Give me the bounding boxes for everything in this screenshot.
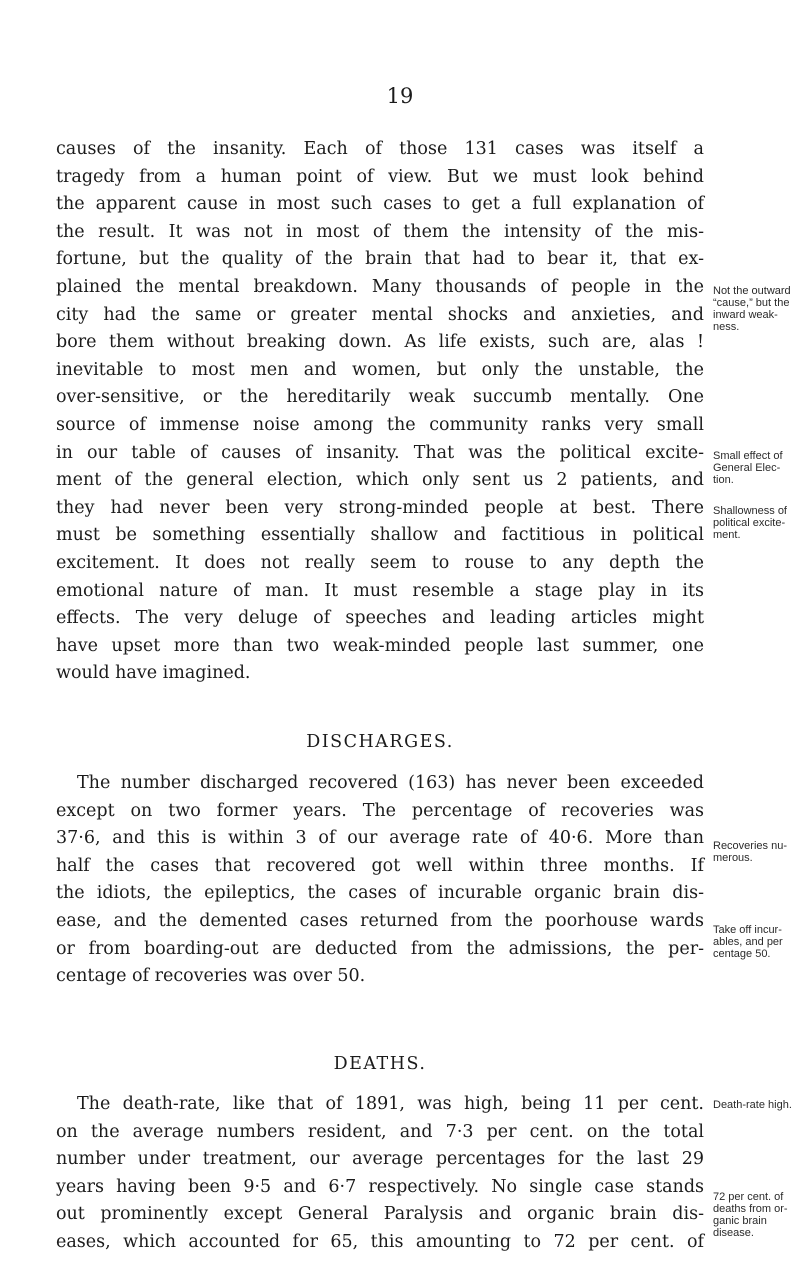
text-line: the apparent cause in most such cases to get a full explanation of xyxy=(56,194,704,215)
text-line: The death-rate, like that of 1891, was high, being 11 per cent. xyxy=(77,1094,704,1114)
text-line: centage of recoveries was over 50. xyxy=(56,966,366,987)
note-line: political excite- xyxy=(713,517,786,529)
note-line: General Elec- xyxy=(713,462,781,474)
note-line: inward weak- xyxy=(713,309,778,321)
text-line: have upset more than two weak-minded people last summer, one xyxy=(56,635,704,656)
text-line: or from boarding-out are deducted from the admissions, the per- xyxy=(56,938,704,959)
margin-note-organic xyxy=(713,1191,800,1239)
page-number: 19 xyxy=(386,84,414,108)
note-line: Take off incur- xyxy=(713,924,782,936)
note-line: Recoveries nu- xyxy=(713,840,787,852)
note-line: deaths from or- xyxy=(713,1203,788,1215)
text-line: causes of the insanity. Each of those 131 cases was itself a xyxy=(56,139,704,159)
text-line: plained the mental breakdown. Many thousands of people in the xyxy=(56,276,704,297)
text-line: bore them without breaking down. As life exists, such are, alas ! xyxy=(56,332,704,353)
margin-note-recoveries xyxy=(713,840,800,864)
note-line: Shallowness of xyxy=(713,505,787,517)
margin-note-take-off xyxy=(713,924,800,960)
text-line: the result. It was not in most of them the intensity of the mis- xyxy=(56,221,704,242)
margin-note-general-election xyxy=(713,450,800,486)
text-line: they had never been very strong-minded people at best. There xyxy=(56,497,704,518)
margin-note-outward-cause xyxy=(713,285,800,333)
text-line: city had the same or greater mental shocks and anxieties, and xyxy=(56,304,704,325)
text-line: fortune, but the quality of the brain that had to bear it, that ex- xyxy=(56,249,704,270)
note-line: merous. xyxy=(713,852,753,864)
text-line: 37·6, and this is within 3 of our average rate of 40·6. More than xyxy=(56,828,704,849)
text-line: years having been 9·5 and 6·7 respectively. No single case stands xyxy=(56,1176,704,1197)
text-line: effects. The very deluge of speeches and leading articles might xyxy=(56,608,704,629)
text-line: must be something essentially shallow and factitious in political xyxy=(56,525,704,546)
text-line: source of immense noise among the community ranks very small xyxy=(56,414,704,435)
text-line: The number discharged recovered (163) has never been exceeded xyxy=(77,773,704,793)
paragraph-discharges xyxy=(56,770,704,991)
text-line: eases, which accounted for 65, this amounting to 72 per cent. of xyxy=(56,1231,704,1252)
note-line: 72 per cent. of xyxy=(713,1191,784,1203)
text-line: ease, and the demented cases returned from the poorhouse wards xyxy=(56,910,704,931)
text-line: number under treatment, our average percentages for the last 29 xyxy=(56,1149,704,1170)
text-line: on the average numbers resident, and 7·3 per cent. on the total xyxy=(56,1121,704,1142)
paragraph-deaths xyxy=(56,1091,704,1257)
note-line: Death-rate high. xyxy=(713,1099,792,1111)
note-line: disease. xyxy=(713,1227,754,1239)
text-line: over-sensitive, or the hereditarily weak succumb mentally. One xyxy=(56,387,704,408)
text-line: out prominently except General Paralysis and organic brain dis- xyxy=(56,1204,704,1225)
note-line: ment. xyxy=(713,529,741,541)
note-line: Not the outward xyxy=(713,285,791,297)
margin-note-death-rate xyxy=(713,1099,800,1111)
margin-note-shallowness xyxy=(713,505,800,541)
paragraph-causes xyxy=(56,136,704,688)
text-line: except on two former years. The percentage of recoveries was xyxy=(56,800,704,821)
text-line: the idiots, the epileptics, the cases of incurable organic brain dis- xyxy=(56,883,704,904)
heading-discharges: DISCHARGES. xyxy=(306,732,454,752)
text-line: would have imagined. xyxy=(56,663,251,684)
heading-deaths: DEATHS. xyxy=(333,1054,427,1074)
text-line: ment of the general election, which only sent us 2 patients, and xyxy=(56,470,704,491)
note-line: tion. xyxy=(713,474,734,486)
text-line: excitement. It does not really seem to rouse to any depth the xyxy=(56,552,704,573)
text-line: tragedy from a human point of view. But we must look behind xyxy=(56,166,704,187)
text-line: emotional nature of man. It must resemble a stage play in its xyxy=(56,580,704,601)
note-line: centage 50. xyxy=(713,948,771,960)
note-line: ness. xyxy=(713,321,740,333)
text-line: half the cases that recovered got well within three months. If xyxy=(56,855,704,876)
note-line: “cause,” but the xyxy=(713,297,790,309)
note-line: Small effect of xyxy=(713,450,783,462)
text-line: in our table of causes of insanity. That was the political excite- xyxy=(56,442,704,463)
note-line: ables, and per xyxy=(713,936,783,948)
note-line: ganic brain xyxy=(713,1215,767,1227)
text-line: inevitable to most men and women, but only the unstable, the xyxy=(56,359,704,380)
